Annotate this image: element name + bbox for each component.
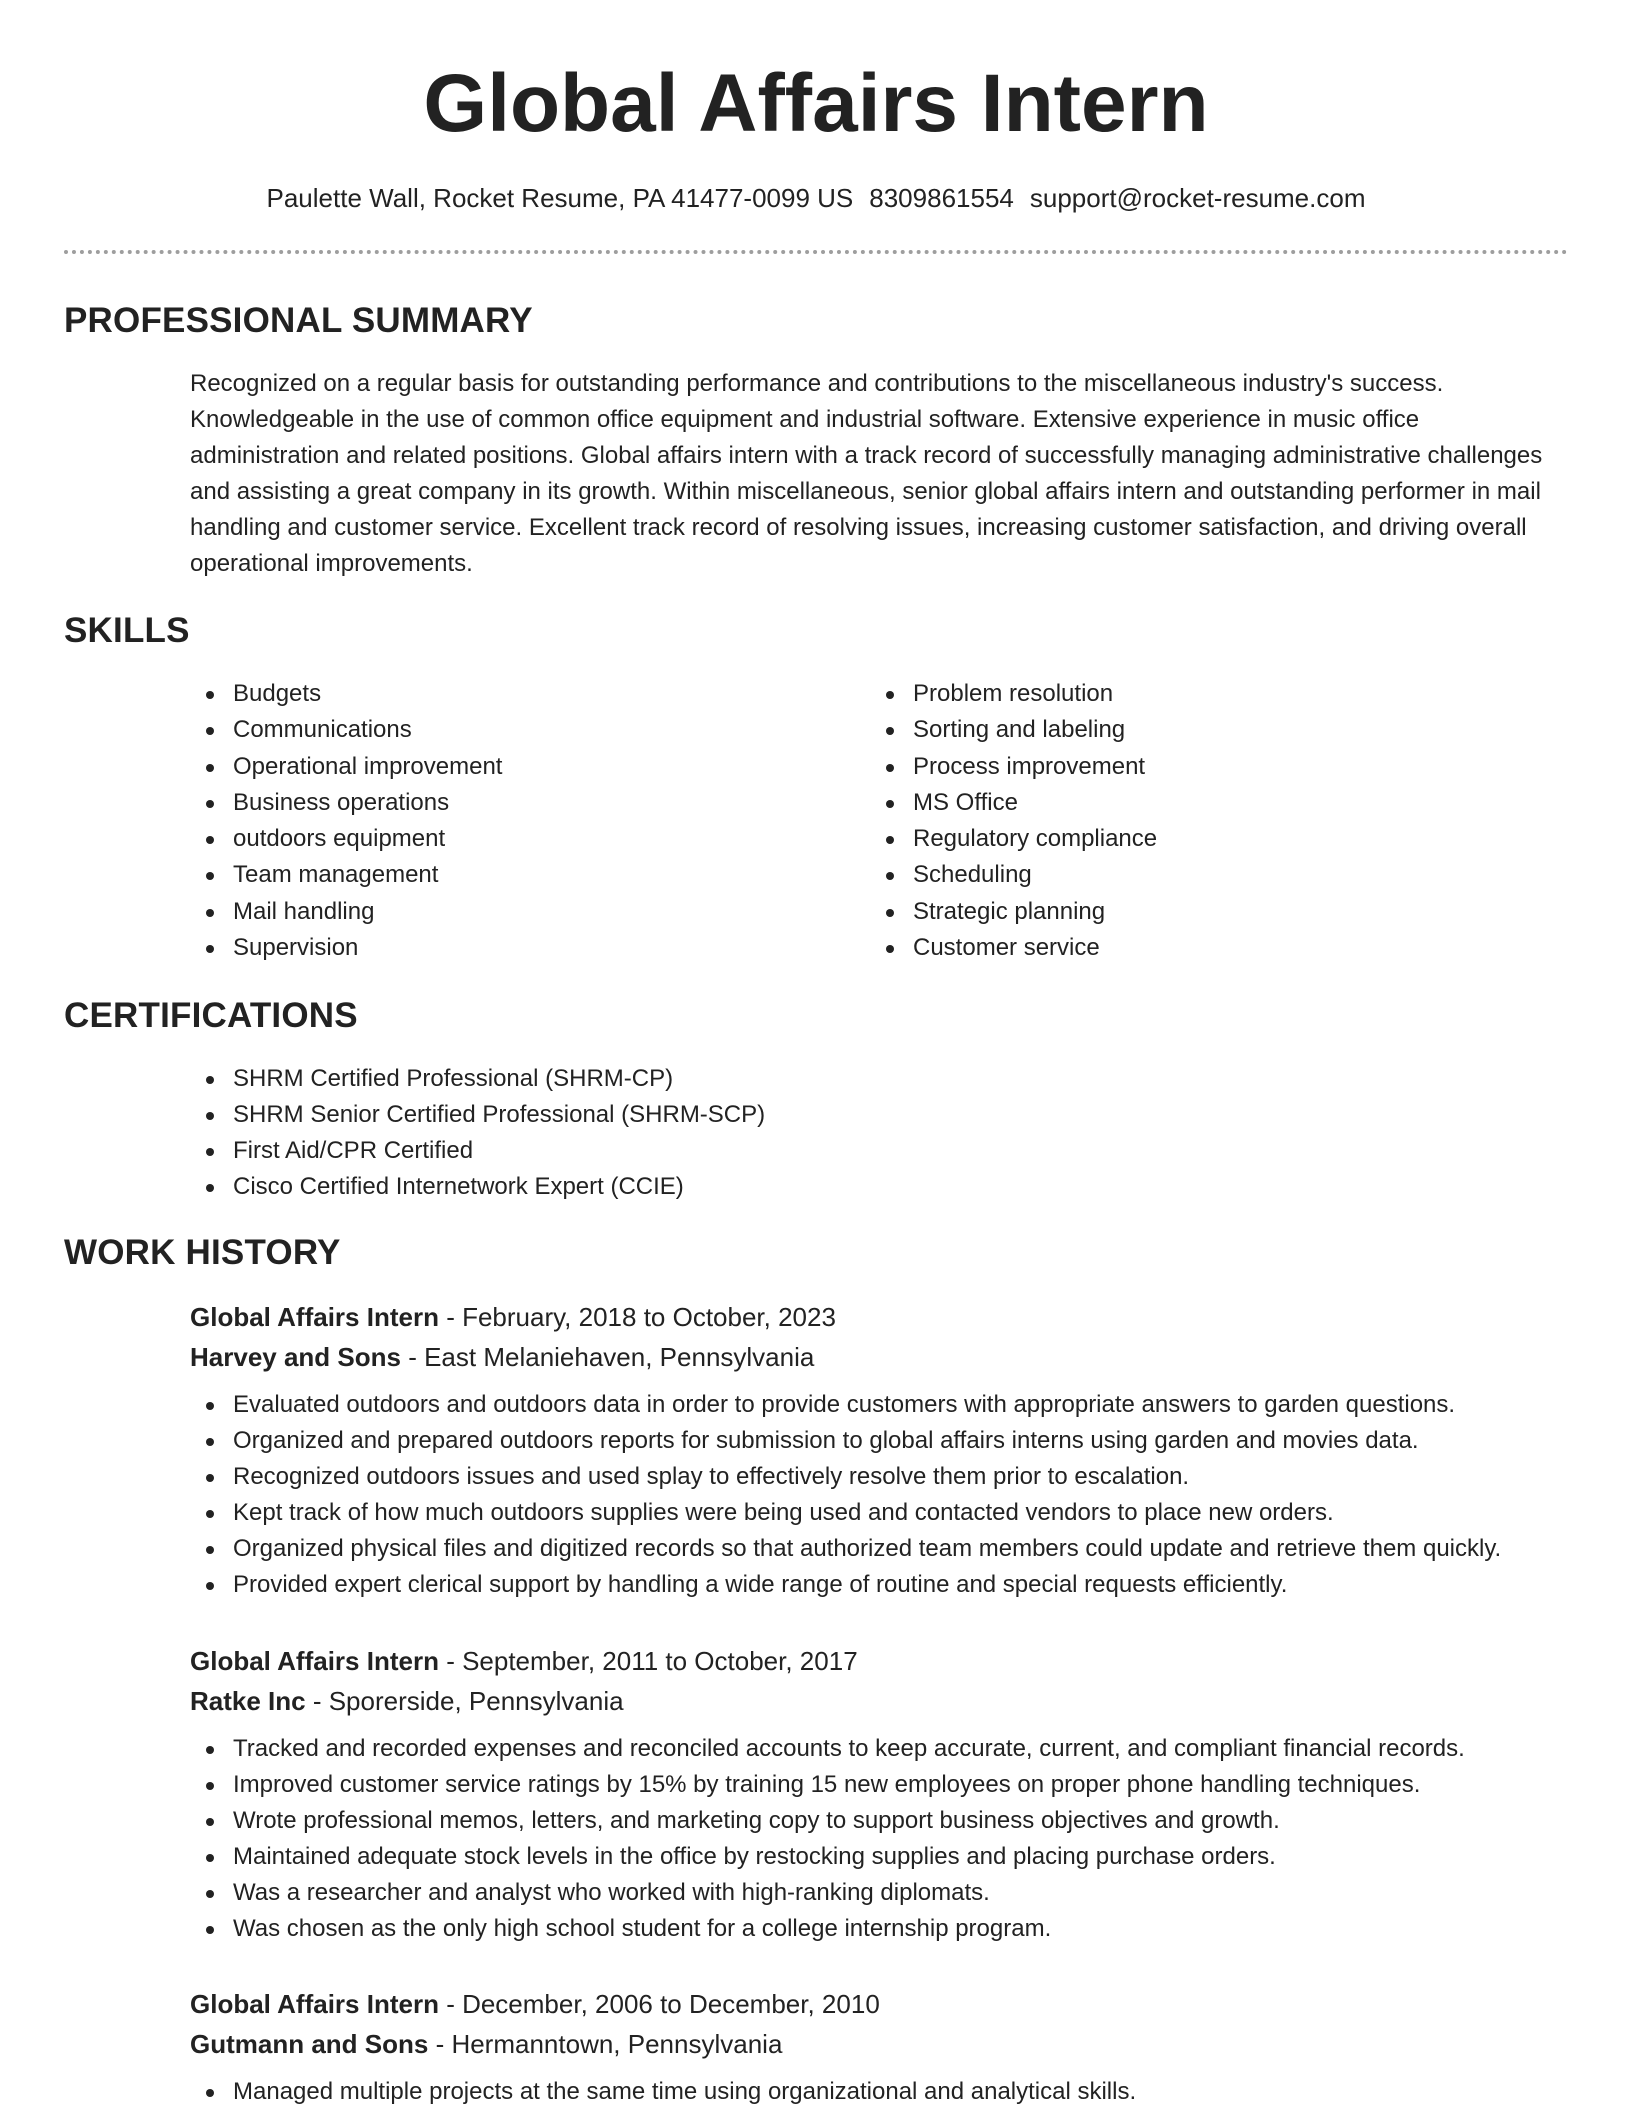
certification-item: First Aid/CPR Certified <box>190 1133 765 1169</box>
skill-item: Operational improvement <box>190 749 502 785</box>
skill-item: MS Office <box>870 785 1157 821</box>
skills-column-right <box>870 676 1157 966</box>
job-company: Harvey and Sons <box>190 1342 401 1372</box>
job-bullet: Maintained adequate stock levels in the office by restocking supplies and placing purchase orders. <box>190 1839 1590 1875</box>
job-location: - East Melaniehaven, Pennsylvania <box>400 1342 815 1372</box>
contact-phone: 8309861554 <box>869 183 1014 213</box>
contact-address: Paulette Wall, Rocket Resume, PA 41477-0099 US <box>266 183 854 213</box>
job-title: Global Affairs Intern <box>190 1989 439 2019</box>
job-title: Global Affairs Intern <box>190 1646 439 1676</box>
certification-item: SHRM Certified Professional (SHRM-CP) <box>190 1061 765 1097</box>
job-company: Gutmann and Sons <box>190 2029 429 2059</box>
summary-text: Recognized on a regular basis for outstanding performance and contributions to the miscellaneous industry's success. Knowledgeable in the use of common office equipment and industrial software. Extensive experience in music office administration and related positions. Global affairs intern with a track record of successfully managing administrative challenges and assisting a great company in its growth. Within miscellaneous, senior global affairs intern and outstanding performer in mail handling and customer service. Excellent track record of resolving issues, increasing customer satisfaction, and driving overall operational improvements. <box>190 370 1543 577</box>
skill-item: Problem resolution <box>870 676 1157 712</box>
skill-item: Regulatory compliance <box>870 821 1157 857</box>
certifications-heading: CERTIFICATIONS <box>64 996 358 1035</box>
skill-item: Process improvement <box>870 749 1157 785</box>
header-divider <box>64 250 1568 254</box>
job-bullet: Recognized outdoors issues and used splay to effectively resolve them prior to escalation. <box>190 1459 1590 1495</box>
job-bullet: Kept track of how much outdoors supplies were being used and contacted vendors to place new orders. <box>190 1495 1590 1531</box>
skill-item: Team management <box>190 857 502 893</box>
job-location: - Hermanntown, Pennsylvania <box>428 2029 783 2059</box>
job-company-line <box>190 1681 1590 1721</box>
skill-item: Sorting and labeling <box>870 712 1157 748</box>
job-bullet: Evaluated outdoors and outdoors data in order to provide customers with appropriate answers to garden questions. <box>190 1387 1590 1423</box>
skill-item: Mail handling <box>190 894 502 930</box>
skill-item: Budgets <box>190 676 502 712</box>
job-bullet: Provided expert clerical support by handling a wide range of routine and special requests efficiently. <box>190 1567 1590 1603</box>
job-entry <box>190 1641 1590 1947</box>
job-bullet: Managed multiple projects at the same time using organizational and analytical skills. <box>190 2074 1590 2110</box>
job-dates: - December, 2006 to December, 2010 <box>438 1989 880 2019</box>
job-bullet: Was a researcher and analyst who worked with high-ranking diplomats. <box>190 1875 1590 1911</box>
skills-list-left <box>190 676 502 966</box>
job-bullet: Organized physical files and digitized records so that authorized team members could update and retrieve them quickly. <box>190 1531 1590 1567</box>
resume-title: Global Affairs Intern <box>423 58 1209 149</box>
job-dates: - February, 2018 to October, 2023 <box>438 1302 836 1332</box>
job-company-line <box>190 2024 1590 2064</box>
skill-item: Communications <box>190 712 502 748</box>
job-bullet: Was chosen as the only high school student for a college internship program. <box>190 1911 1590 1947</box>
job-company-line <box>190 1337 1590 1377</box>
job-bullets <box>190 1731 1590 1947</box>
certification-item: Cisco Certified Internetwork Expert (CCIE) <box>190 1169 765 1205</box>
job-entry <box>190 1984 1590 2110</box>
job-bullet: Improved customer service ratings by 15% by training 15 new employees on proper phone handling techniques. <box>190 1767 1590 1803</box>
contact-line <box>0 180 1632 216</box>
certifications-list <box>190 1061 765 1205</box>
skill-item: Customer service <box>870 930 1157 966</box>
skill-item: Strategic planning <box>870 894 1157 930</box>
summary-heading: PROFESSIONAL SUMMARY <box>64 301 533 340</box>
job-bullet: Organized and prepared outdoors reports for submission to global affairs interns using garden and movies data. <box>190 1423 1590 1459</box>
job-bullets <box>190 1387 1590 1603</box>
job-title-line <box>190 1641 1590 1681</box>
job-company: Ratke Inc <box>190 1686 306 1716</box>
certification-item: SHRM Senior Certified Professional (SHRM-SCP) <box>190 1097 765 1133</box>
skill-item: Supervision <box>190 930 502 966</box>
skill-item: Business operations <box>190 785 502 821</box>
job-title: Global Affairs Intern <box>190 1302 439 1332</box>
job-bullets <box>190 2074 1590 2110</box>
job-title-line <box>190 1984 1590 2024</box>
job-title-line <box>190 1297 1590 1337</box>
skill-item: Scheduling <box>870 857 1157 893</box>
job-bullet: Tracked and recorded expenses and reconciled accounts to keep accurate, current, and compliant financial records. <box>190 1731 1590 1767</box>
certifications-block <box>190 1061 765 1205</box>
job-entry <box>190 1297 1590 1603</box>
job-bullet: Wrote professional memos, letters, and marketing copy to support business objectives and growth. <box>190 1803 1590 1839</box>
skill-item: outdoors equipment <box>190 821 502 857</box>
contact-email: support@rocket-resume.com <box>1029 183 1366 213</box>
skills-list-right <box>870 676 1157 966</box>
work-history-heading: WORK HISTORY <box>64 1233 341 1272</box>
skills-heading: SKILLS <box>64 611 190 650</box>
job-dates: - September, 2011 to October, 2017 <box>438 1646 858 1676</box>
skills-column-left <box>190 676 502 966</box>
job-location: - Sporerside, Pennsylvania <box>305 1686 624 1716</box>
